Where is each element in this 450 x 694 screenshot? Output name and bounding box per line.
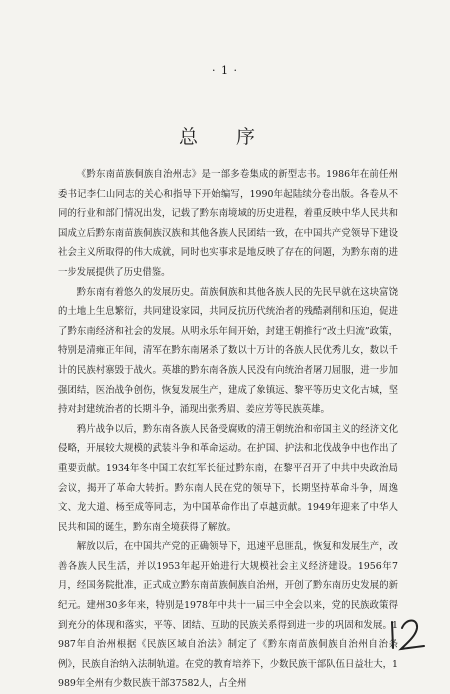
body-text xyxy=(58,165,398,694)
paragraph: 鸦片战争以后，黔东南各族人民备受腐败的清王朝统治和帝国主义的经济文化侵略，开展较大规模的武装斗争和革命运动。在护国、护法和北伐战争中也作出了重要贡献。1934年冬中国工农红军长征过黔东南，在黎平召开了中共中央政治局会议，揭开了革命大转折。黔东南人民在党的领导下，长期坚持革命斗争，周逸文、龙大道、杨至成等同志，为中国革命作出了卓越贡献。1949年迎来了中华人民共和国的诞生，黔东南全境获得了解放。 xyxy=(58,423,398,533)
paragraph: 黔东南有着悠久的发展历史。苗族侗族和其他各族人民的先民早就在这块富饶的土地上生息繁衍，共同建设家园，共同反抗历代统治者的残酷剥削和压迫，促进了黔东南经济和社会的发展。从明永乐年间开始，封建王朝推行“改土归流”政策，特别是清雍正年间，清军在黔东南屠杀了数以十万计的各族人民优秀儿女，数以千计的民族村寨毁于战火。英雄的黔东南各族人民没有向统治者屠刀屈服，进一步加强团结，医治战争创伤，恢复发展生产，建成了象镇远、黎平等历史文化古城，坚持对封建统治者的长期斗争，涌现出张秀眉、姜应芳等民族英雄。 xyxy=(58,286,398,416)
page-title: 总 序 xyxy=(178,126,272,148)
handwritten-mark xyxy=(388,614,428,654)
paragraph: 解放以后，在中国共产党的正确领导下，迅速平息匪乱，恢复和发展生产，改善各族人民生活，并以1953年起开始进行大规模社会主义经济建设。1956年7月，经国务院批准，正式成立黔东南苗族侗族自治州，开创了黔东南历史发展的新纪元。建州30多年来，特别是1978年中共十一届三中全会以来，党的民族政策得到充分的体现和落实，平等、团结、互助的民族关系得到进一步的巩固和发展。1987年自治州根据《民族区域自治法》制定了《黔东南苗族侗族自治州自治条例》，民族自治纳入法制轨道。在党的教育培养下，少数民族干部队伍日益壮大，1989年全州有少数民族干部37582人，占全州 xyxy=(58,541,398,690)
page-number: · 1 · xyxy=(212,64,238,77)
paragraph: 《黔东南苗族侗族自治州志》是一部多卷集成的新型志书。1986年在前任州委书记李仁山同志的关心和指导下开始编写，1990年起陆续分卷出版。各卷从不同的行业和部门情况出发，记载了黔东南境域的历史进程，着重反映中华人民共和国成立后黔东南苗族侗族汉族和其他各族人民团结一致，在中国共产党领导下建设社会主义所取得的伟大成就，同时也实事求是地反映了存在的问题，为黔东南的进一步发展提供了历史借鉴。 xyxy=(58,169,398,278)
